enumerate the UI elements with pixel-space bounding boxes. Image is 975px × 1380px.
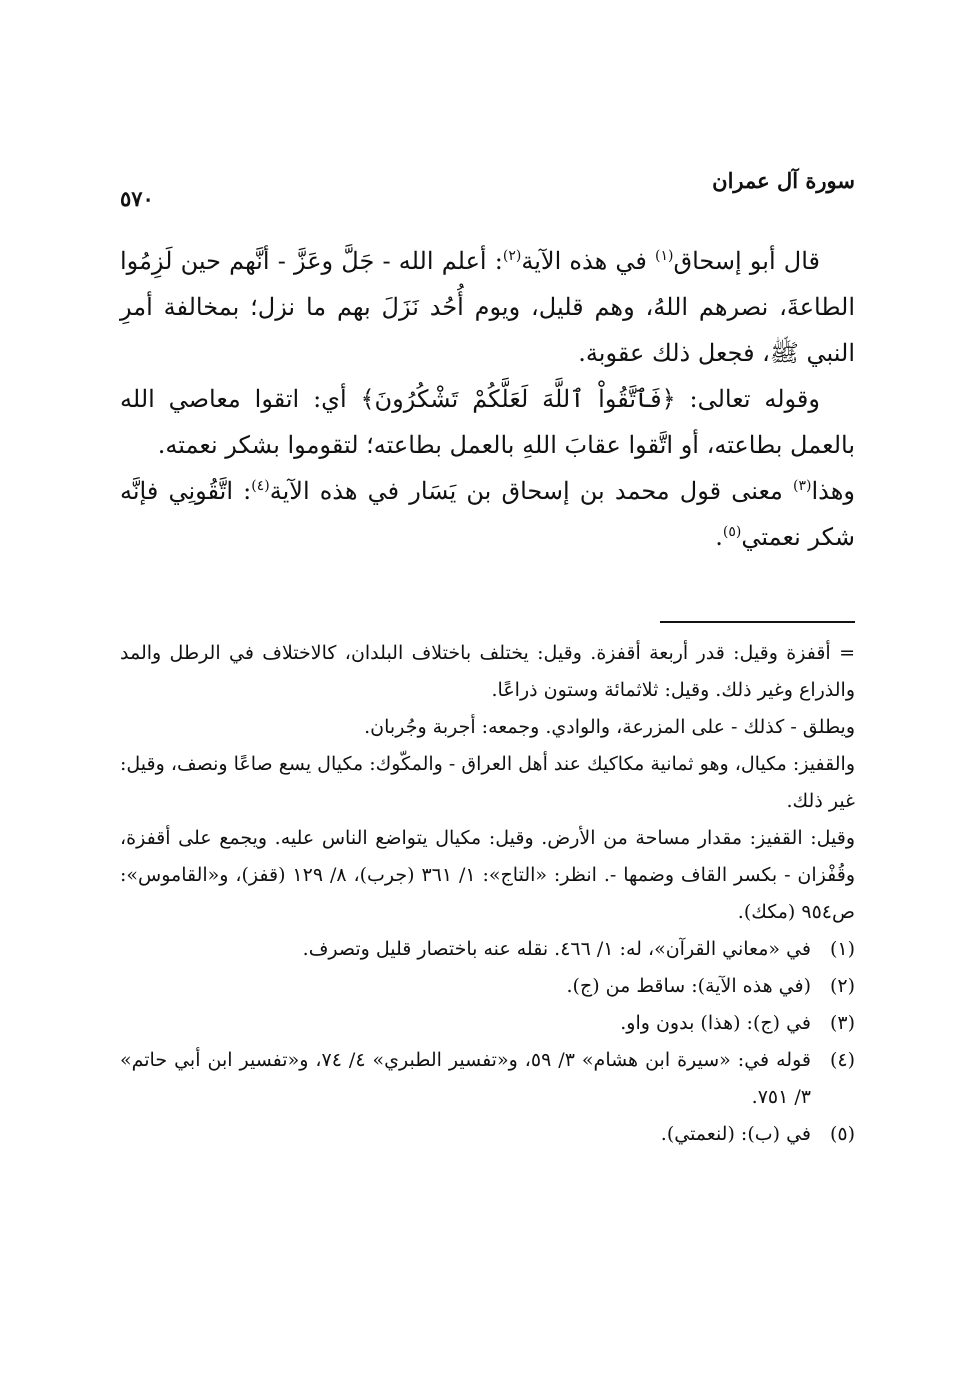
footnote-ref: (٢): [502, 248, 522, 264]
text-run: معنى قول محمد بن إسحاق بن يَسَار في هذه الآية: [269, 477, 794, 505]
footnote-1: [120, 931, 855, 968]
footnote-ref: (١): [655, 248, 674, 264]
main-text: [120, 238, 855, 560]
page-header: [120, 168, 855, 211]
footnote-ref: (٣): [793, 478, 812, 494]
text-run: : أعلم الله - جَلَّ وعَزَّ - أنَّهم حين لَزِمُوا الطاعةَ، نصرهم اللهُ، وهم قليل، ويوم أُحُد نَزَلَ بهم ما نزل؛ بمخالفة أمرِ النبي ﷺ، فجعل ذلك عقوبة.: [120, 247, 855, 367]
footnote-text: في «معاني القرآن»، له: ١/ ٤٦٦. نقله عنه باختصار قليل وتصرف.: [302, 938, 811, 960]
text-run: وقوله تعالى: ﴿فَٱتَّقُواْ ٱللَّهَ لَعَلَّكُمْ تَشْكُرُونَ﴾ أي: اتقوا معاصي الله بالعمل بطاعته، أو اتَّقوا عقابَ اللهِ بالعمل بطاعته؛ لتقوموا بشكر نعمته.: [120, 385, 855, 459]
footnote-text: قوله في: «سيرة ابن هشام» ٣/ ٥٩، و«تفسير الطبري» ٤/ ٧٤، و«تفسير ابن أبي حاتم» ٣/ ٧٥١.: [120, 1049, 811, 1108]
footnote-number: (٤): [829, 1049, 855, 1071]
text-run: : اتَّقُونِي فإنَّه شكر نعمتي: [120, 477, 855, 551]
footnote-text: (في هذه الآية): ساقط من (ج).: [566, 975, 811, 997]
paragraph-3: [120, 468, 855, 560]
paragraph-1: [120, 238, 855, 376]
text-run: في هذه الآية: [521, 247, 656, 275]
surah-title: سورة آل عمران: [712, 168, 855, 193]
footnote-2: [120, 968, 855, 1005]
footnote-continuation: والقفيز: مكيال، وهو ثمانية مكاكيك عند أهل العراق - والمكّوك: مكيال يسع صاعًا ونصف، وقيل: غير ذلك.: [120, 753, 855, 812]
footnote-5: [120, 1116, 855, 1153]
footnote-separator: [660, 621, 855, 623]
text-run: وهذا: [811, 477, 855, 505]
footnote-4: [120, 1042, 855, 1116]
footnote-number: (٥): [829, 1123, 855, 1145]
footnotes: [120, 635, 855, 1153]
footnote-continuation: وقيل: القفيز: مقدار مساحة من الأرض. وقيل: مكيال يتواضع الناس عليه. ويجمع على أقفزة، وقُفْزان - بكسر القاف وضمها -. انظر: «التاج»: ١/ ٣٦١ (جرب)، ٨/ ١٢٩ (قفز)، و«القاموس»: ص٩٥٤ (مكك).: [120, 827, 856, 923]
footnote-text: في (ب): (لنعمتي).: [660, 1123, 811, 1145]
paragraph-2: [120, 376, 855, 468]
text-run: .: [715, 523, 723, 551]
footnote-3: [120, 1005, 855, 1042]
footnote-number: (٣): [829, 1012, 855, 1034]
footnote-number: (١): [829, 938, 855, 960]
text-run: قال أبو إسحاق: [673, 247, 820, 275]
footnote-continuation: = أقفزة وقيل: قدر أربعة أقفزة. وقيل: يختلف باختلاف البلدان، كالاختلاف في الرطل والمد والذراع وغير ذلك. وقيل: ثلاثمائة وستون ذراعًا.: [120, 642, 855, 701]
footnote-number: (٢): [829, 975, 855, 997]
page-number: ٥٧٠: [120, 186, 154, 211]
footnote-continuation: ويطلق - كذلك - على المزرعة، والوادي. وجمعه: أجربة وجُربان.: [364, 716, 855, 738]
footnote-text: في (ج): (هذا) بدون واو.: [620, 1012, 811, 1034]
footnote-ref: (٤): [251, 478, 270, 494]
footnote-ref: (٥): [722, 524, 742, 540]
